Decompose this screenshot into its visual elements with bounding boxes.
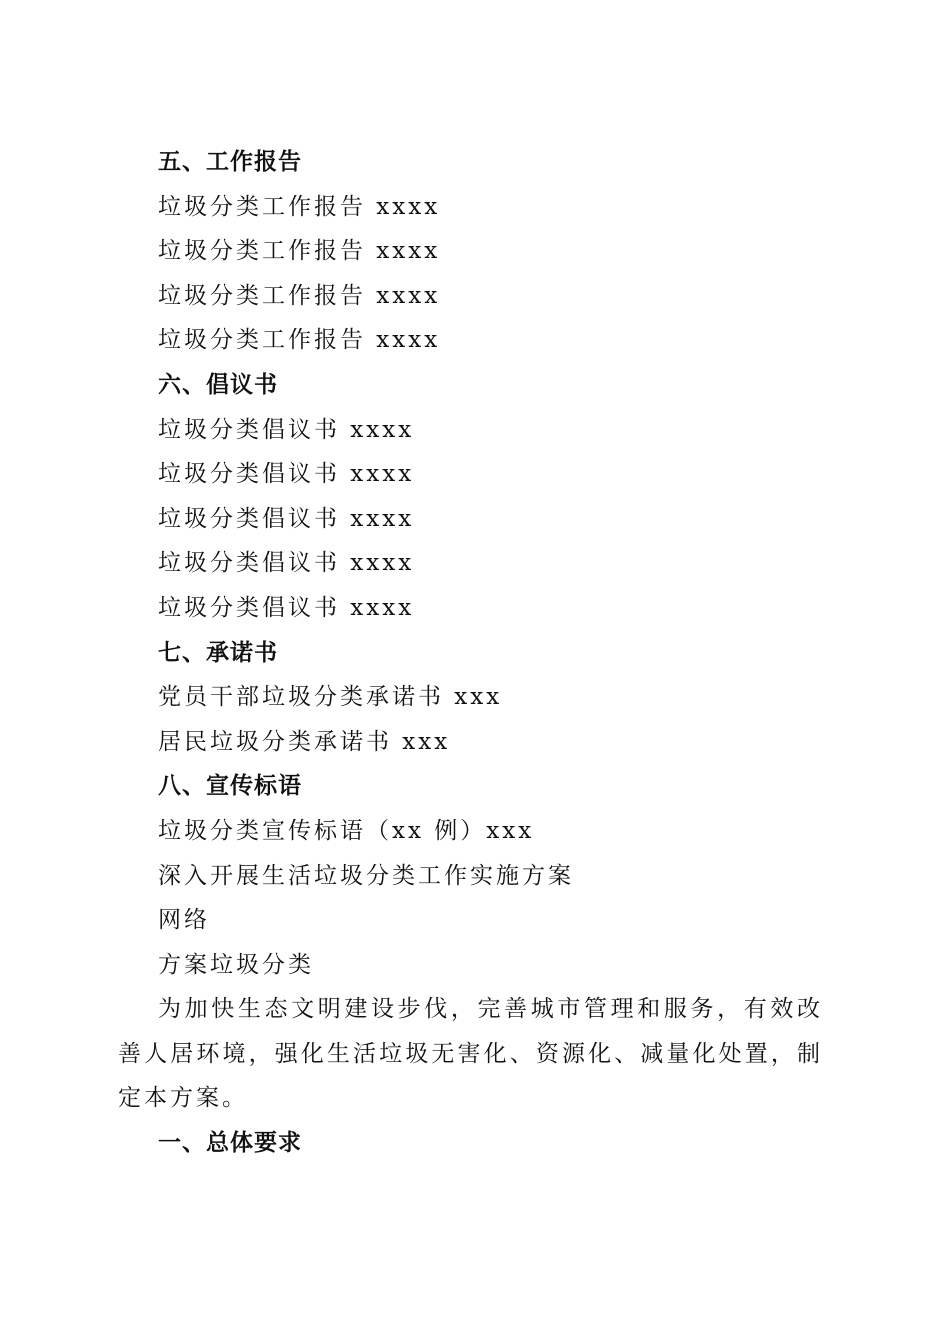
list-item: 垃圾分类倡议书 xxxx: [158, 505, 415, 532]
document-category: 方案垃圾分类: [158, 951, 314, 978]
list-item: 垃圾分类宣传标语（xx 例）xxx: [158, 817, 535, 844]
document-title: 深入开展生活垃圾分类工作实施方案: [158, 862, 574, 889]
document-content: [118, 140, 823, 1166]
list-item: 垃圾分类倡议书 xxxx: [158, 461, 415, 488]
list-item: 垃圾分类工作报告 xxxx: [158, 282, 441, 309]
list-item: 垃圾分类倡议书 xxxx: [158, 594, 415, 621]
section-heading-7: 七、承诺书: [158, 639, 278, 666]
section-heading-6: 六、倡议书: [158, 371, 278, 398]
intro-paragraph: 为加快生态文明建设步伐，完善城市管理和服务，有效改善人居环境，强化生活垃圾无害化、资源化、减量化处置，制定本方案。: [118, 996, 823, 1112]
section-heading-5: 五、工作报告: [158, 149, 302, 175]
list-item: 垃圾分类工作报告 xxxx: [158, 193, 441, 220]
section-heading-1: 一、总体要求: [158, 1130, 302, 1157]
list-item: 居民垃圾分类承诺书 xxx: [158, 728, 451, 755]
document-source: 网络: [158, 907, 210, 934]
section-heading-8: 八、宣传标语: [158, 773, 302, 800]
list-item: 垃圾分类工作报告 xxxx: [158, 327, 441, 354]
list-item: 垃圾分类倡议书 xxxx: [158, 416, 415, 443]
list-item: 党员干部垃圾分类承诺书 xxx: [158, 684, 503, 711]
list-item: 垃圾分类工作报告 xxxx: [158, 238, 441, 265]
list-item: 垃圾分类倡议书 xxxx: [158, 550, 415, 577]
